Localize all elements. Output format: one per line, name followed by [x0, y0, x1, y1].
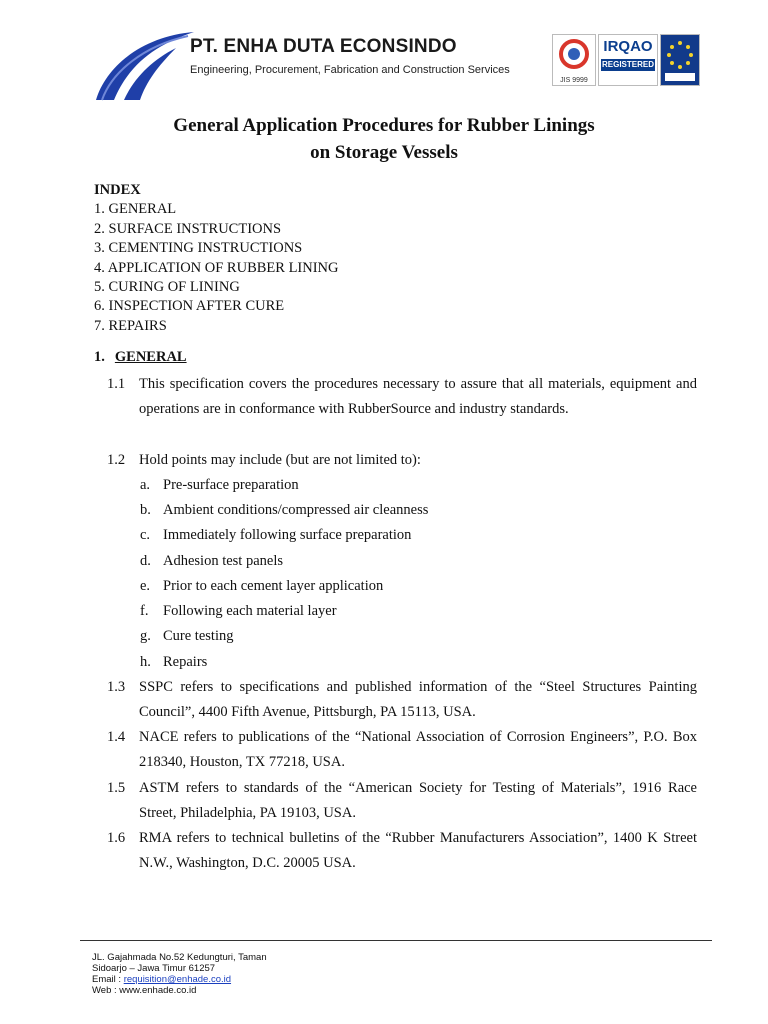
section-heading: 1. GENERAL: [94, 349, 187, 365]
hold-point-item: e. Prior to each cement layer application: [140, 578, 384, 594]
hold-point-item: d. Adhesion test panels: [140, 553, 284, 569]
certification-mark-icon: JIS 9999: [552, 34, 596, 86]
company-logo-icon: [88, 26, 198, 108]
index-item: 6. INSPECTION AFTER CURE: [94, 298, 285, 315]
letterhead: [0, 0, 768, 100]
index-item: 2. SURFACE INSTRUCTIONS: [94, 220, 282, 237]
document-title: General Application Procedures for Rubber Linings on Storage Vessels: [173, 115, 595, 163]
index-item: 7. REPAIRS: [94, 317, 167, 334]
index-item: 3. CEMENTING INSTRUCTIONS: [94, 240, 303, 257]
footer-contact: JL. Gajahmada No.52 Kedungturi, Taman Sidoarjo – Jawa Timur 61257 Email : requisition@enhade.co.id Web : www.enhade.co.id: [92, 952, 267, 996]
hold-point-item: f. Following each material layer: [140, 603, 337, 619]
hold-point-item: h. Repairs: [140, 654, 208, 670]
index-list: [94, 181, 339, 336]
hold-point-item: a. Pre-surface preparation: [140, 477, 299, 493]
index-item: 1. GENERAL: [94, 201, 177, 218]
certification-badges: [552, 34, 700, 86]
index-item: 4. APPLICATION OF RUBBER LINING: [94, 259, 339, 276]
index-heading: INDEX: [94, 182, 141, 198]
hold-point-item: g. Cure testing: [140, 628, 234, 644]
hold-point-item: c. Immediately following surface preparation: [140, 527, 412, 543]
footer-divider: [80, 940, 712, 941]
index-item: 5. CURING OF LINING: [94, 279, 240, 296]
company-name: PT. ENHA DUTA ECONSINDO: [190, 36, 457, 57]
iqao-registered-badge: IRQAO REGISTERED: [598, 34, 658, 86]
accreditation-flag-icon: [660, 34, 700, 86]
email-link[interactable]: requisition@enhade.co.id: [123, 974, 232, 985]
hold-point-item: b. Ambient conditions/compressed air cleanness: [140, 502, 429, 518]
company-tagline: Engineering, Procurement, Fabrication and Construction Services: [190, 64, 510, 76]
